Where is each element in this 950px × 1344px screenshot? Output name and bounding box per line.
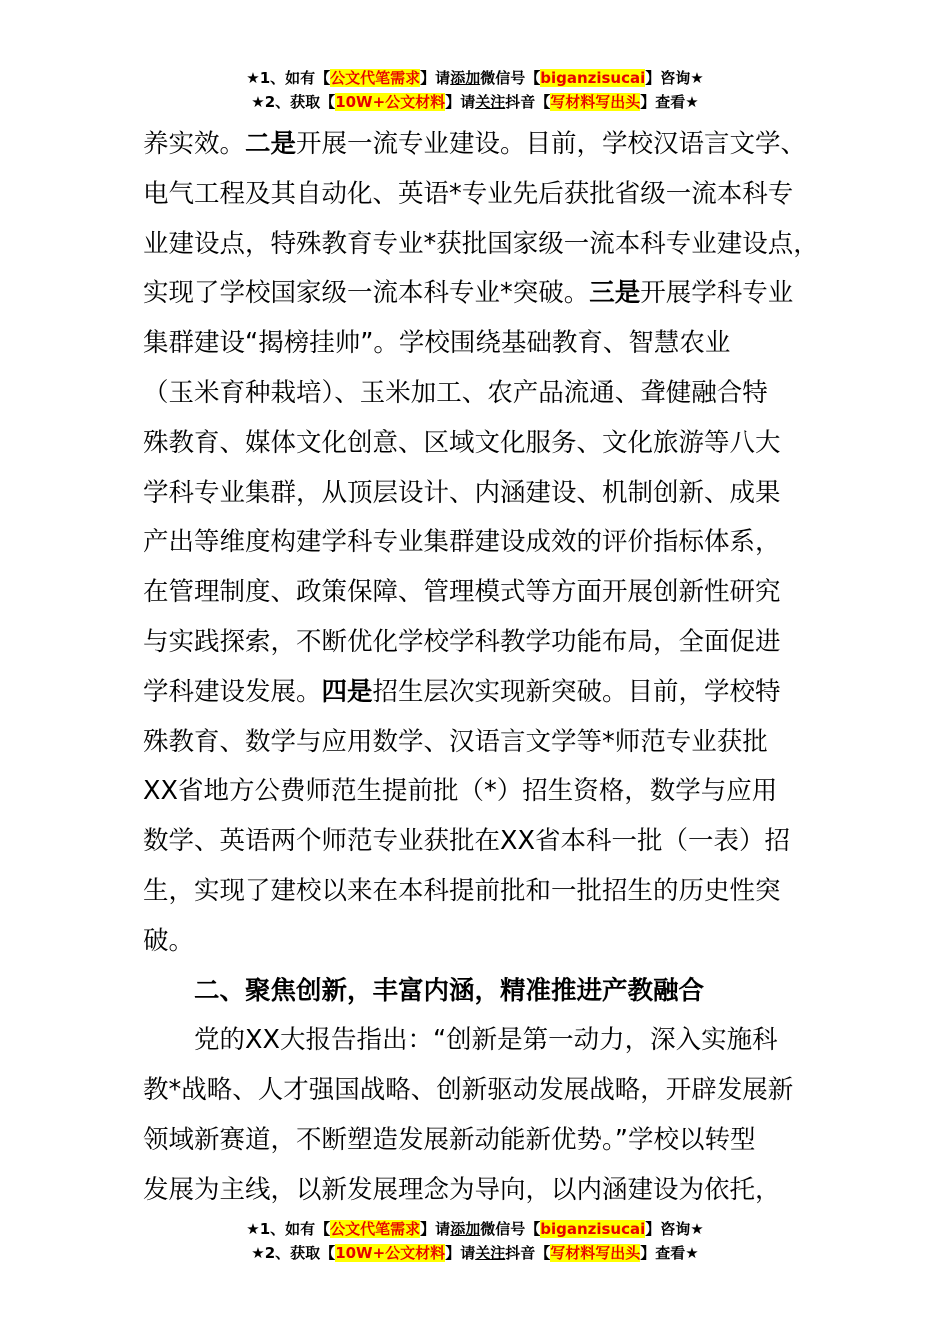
banner-line-1: ★1、如有【公文代笔需求】请添加微信号【biganzisucai】咨询★: [246, 69, 704, 87]
document-body: [143, 120, 823, 1216]
highlight-douyin: 写材料写出头: [550, 1244, 641, 1262]
highlight-service: 公文代笔需求: [330, 1220, 421, 1238]
banner-line-2: ★2、获取【10W+公文材料】请关注抖音【写材料写出头】查看★: [251, 93, 699, 111]
bold-marker: 四是: [321, 676, 373, 707]
highlight-wechat-id: biganzisucai: [540, 69, 646, 87]
section-heading: 二、聚焦创新，丰富内涵，精准推进产教融合: [194, 975, 705, 1006]
paragraph-section-two: 党的XX大报告指出：“创新是第一动力，深入实施科 教*战略、人才强国战略、创新驱动发展战略，开辟发展新 领域新赛道，不断塑造发展新动能新优势。”学校以转型 发展为主线，以新发展理念为导向，以内涵建设为依托，: [143, 1025, 794, 1205]
highlight-douyin: 写材料写出头: [550, 93, 641, 111]
bold-marker: 三是: [589, 278, 641, 309]
banner-line-1: ★1、如有【公文代笔需求】请添加微信号【biganzisucai】咨询★: [246, 1220, 704, 1238]
paragraph-continuation: 养实效。二是开展一流专业建设。目前，学校汉语言文学、 电气工程及其自动化、英语*专业先后获批省级一流本科专 业建设点，特殊教育专业*获批国家级一流本科专业建设点， 实现了学校国家级一流本科专业*突破。三是开展学科专业 集群建设“揭榜挂帅”。学校围绕基础教育、智慧农业 （玉米育种栽培）、玉米加工、农产品流通、聋健融合特 殊教育、媒体文化创意、区域文化服务、文化旅游等八大 学科专业集群，从顶层设计、内涵建设、机制创新、成果 产出等维度构建学科专业集群建设成效的评价指标体系， 在管理制度、政策保障、管理模式等方面开展创新性研究 与实践探索，不断优化学校学科教学功能布局，全面促进 学科建设发展。四是招生层次实现新突破。目前，学校特 殊教育、数学与应用数学、汉语言文学等*师范专业获批 XX省地方公费师范生提前批（*）招生资格，数学与应用 数学、英语两个师范专业获批在XX省本科一批（一表）招 生，实现了建校以来在本科提前批和一批招生的历史性突 破。: [143, 129, 819, 956]
bold-marker: 二是: [245, 129, 297, 159]
highlight-service: 公文代笔需求: [330, 69, 421, 87]
footer-banner: [0, 1217, 950, 1265]
highlight-materials: 10W+公文材料: [335, 93, 446, 111]
header-banner: [0, 66, 950, 114]
highlight-wechat-id: biganzisucai: [540, 1220, 646, 1238]
banner-line-2: ★2、获取【10W+公文材料】请关注抖音【写材料写出头】查看★: [251, 1244, 699, 1262]
highlight-materials: 10W+公文材料: [335, 1244, 446, 1262]
